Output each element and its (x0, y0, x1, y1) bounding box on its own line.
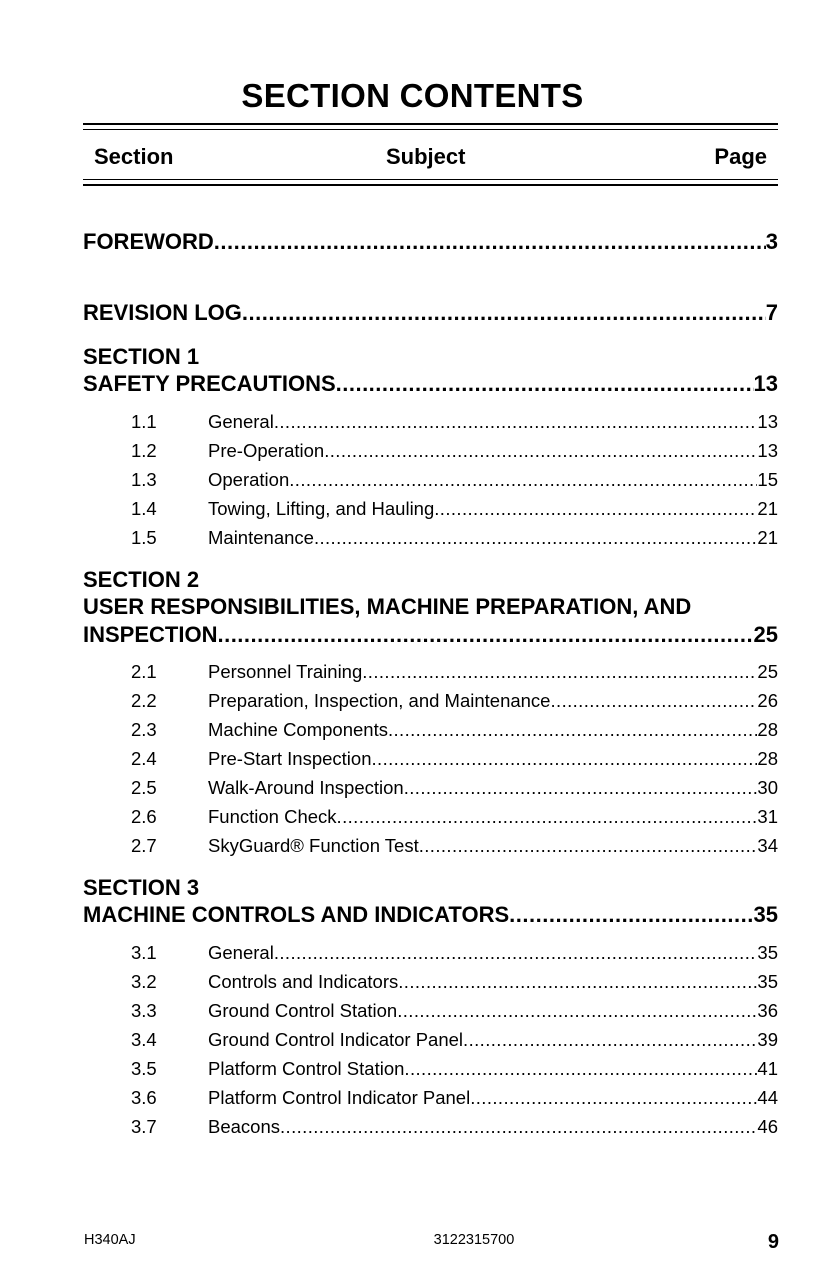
toc-subentry-title: Pre-Operation (208, 440, 325, 461)
toc-subentry-number: 3.6 (131, 1087, 157, 1108)
toc-entry-section-3[interactable] (83, 900, 778, 930)
toc-subentry-3-5[interactable] (131, 1056, 778, 1082)
toc-subentry-page: 13 (757, 440, 778, 461)
column-header-subject: Subject (386, 144, 466, 169)
toc-subentry-number: 3.7 (131, 1116, 157, 1137)
toc-subentry-page: 34 (757, 835, 778, 856)
toc-subentry-number: 1.5 (131, 527, 157, 548)
toc-subentry-page: 46 (757, 1116, 778, 1137)
toc-subentry-3-7[interactable] (131, 1114, 778, 1140)
toc-subentry-number: 3.5 (131, 1058, 157, 1079)
footer-model: H340AJ (84, 1232, 136, 1248)
toc-subentry-page: 30 (757, 777, 778, 798)
toc-subentry-number: 2.3 (131, 719, 157, 740)
toc-entry-title: REVISION LOG (83, 300, 242, 325)
toc-subentry-3-1[interactable] (131, 940, 778, 966)
dot-leader (217, 620, 753, 650)
dot-leader (398, 969, 757, 995)
toc-subentry-page: 28 (757, 719, 778, 740)
toc-subentry-page: 31 (757, 806, 778, 827)
toc-subentry-title: Ground Control Station (208, 1000, 398, 1021)
toc-subentry-number: 2.6 (131, 806, 157, 827)
toc-subentry-title: General (208, 411, 274, 432)
toc-entry-page: 25 (753, 622, 778, 647)
page-title: SECTION CONTENTS (241, 77, 584, 114)
dot-leader (470, 1085, 757, 1111)
dot-leader (388, 717, 757, 743)
dot-leader (274, 409, 758, 435)
toc-subentry-page: 41 (757, 1058, 778, 1079)
dot-leader (214, 227, 766, 257)
toc-subentry-number: 3.2 (131, 971, 157, 992)
toc-subentry-page: 35 (757, 971, 778, 992)
toc-subentry-title: Ground Control Indicator Panel (208, 1029, 464, 1050)
toc-subentry-number: 2.4 (131, 748, 157, 769)
toc-subentry-2-6[interactable] (131, 804, 778, 830)
toc-entry-page: 35 (753, 902, 778, 927)
header-rule-top (83, 123, 778, 130)
dot-leader (362, 659, 757, 685)
toc-subentry-3-4[interactable] (131, 1027, 778, 1053)
toc-entry-section-1[interactable] (83, 369, 778, 399)
dot-leader (419, 833, 758, 859)
dot-leader (509, 900, 753, 930)
dot-leader (550, 688, 757, 714)
footer-part-number: 3122315700 (433, 1232, 515, 1248)
toc-subentry-title: General (208, 942, 274, 963)
section-2-label: SECTION 2 (83, 567, 200, 592)
dot-leader (337, 804, 758, 830)
column-header-section: Section (94, 144, 174, 169)
column-header-page: Page (714, 144, 767, 169)
toc-subentry-page: 13 (757, 411, 778, 432)
dot-leader (242, 298, 766, 328)
toc-entry-page: 7 (765, 300, 778, 325)
toc-subentry-number: 1.2 (131, 440, 157, 461)
toc-subentry-number: 3.4 (131, 1029, 157, 1050)
toc-subentry-number: 1.4 (131, 498, 157, 519)
dot-leader (404, 1056, 757, 1082)
dot-leader (463, 1027, 757, 1053)
section-3-label: SECTION 3 (83, 875, 200, 900)
toc-subentry-1-4[interactable] (131, 496, 778, 522)
toc-subentry-title: Function Check (208, 806, 337, 827)
dot-leader (434, 496, 757, 522)
dot-leader (397, 998, 757, 1024)
toc-subentry-2-5[interactable] (131, 775, 778, 801)
toc-subentry-1-3[interactable] (131, 467, 778, 493)
toc-subentry-title: Controls and Indicators (208, 971, 399, 992)
toc-entry-title: MACHINE CONTROLS AND INDICATORS (83, 902, 510, 927)
toc-subentry-title: Walk-Around Inspection (208, 777, 404, 798)
toc-subentry-title: Platform Control Indicator Panel (208, 1087, 471, 1108)
toc-entry-title: INSPECTION (83, 622, 218, 647)
toc-subentry-page: 36 (757, 1000, 778, 1021)
toc-subentry-page: 26 (757, 690, 778, 711)
toc-subentry-2-1[interactable] (131, 659, 778, 685)
dot-leader (372, 746, 758, 772)
toc-entry-page: 13 (753, 371, 778, 396)
section-2-title-line-1: USER RESPONSIBILITIES, MACHINE PREPARATION, AND (83, 594, 692, 619)
toc-subentry-title: Personnel Training (208, 661, 363, 682)
toc-subentry-1-5[interactable] (131, 525, 778, 551)
toc-subentry-title: Pre-Start Inspection (208, 748, 372, 769)
toc-subentry-number: 1.1 (131, 411, 157, 432)
toc-entry-section-2[interactable] (83, 620, 778, 650)
toc-subentry-title: Machine Components (208, 719, 388, 740)
toc-subentry-page: 25 (757, 661, 778, 682)
toc-subentry-number: 2.7 (131, 835, 157, 856)
toc-subentry-number: 2.5 (131, 777, 157, 798)
toc-subentry-2-7[interactable] (131, 833, 778, 859)
toc-subentry-page: 21 (757, 498, 778, 519)
toc-subentry-title: Maintenance (208, 527, 314, 548)
toc-entry-revision-log[interactable] (83, 298, 778, 328)
dot-leader (404, 775, 758, 801)
toc-subentry-2-3[interactable] (131, 717, 778, 743)
toc-subentry-page: 15 (757, 469, 778, 490)
toc-entry-foreword[interactable] (83, 227, 778, 257)
toc-subentry-title: SkyGuard® Function Test (208, 835, 419, 856)
dot-leader (324, 438, 757, 464)
toc-subentry-2-4[interactable] (131, 746, 778, 772)
toc-subentry-3-2[interactable] (131, 969, 778, 995)
toc-subentry-number: 1.3 (131, 469, 157, 490)
toc-subentry-title: Beacons (208, 1116, 280, 1137)
toc-entry-title: SAFETY PRECAUTIONS (83, 371, 336, 396)
toc-subentry-3-6[interactable] (131, 1085, 778, 1111)
toc-subentry-1-1[interactable] (131, 409, 778, 435)
toc-subentry-title: Towing, Lifting, and Hauling (208, 498, 435, 519)
toc-subentry-page: 28 (757, 748, 778, 769)
toc-subentry-number: 2.2 (131, 690, 157, 711)
toc-subentry-page: 21 (757, 527, 778, 548)
toc-subentry-number: 2.1 (131, 661, 157, 682)
toc-subentry-title: Platform Control Station (208, 1058, 405, 1079)
dot-leader (274, 940, 758, 966)
toc-subentry-number: 3.3 (131, 1000, 157, 1021)
toc-subentry-number: 3.1 (131, 942, 157, 963)
header-rule-bottom (83, 179, 778, 186)
toc-subentry-page: 44 (757, 1087, 778, 1108)
toc-subentry-2-2[interactable] (131, 688, 778, 714)
dot-leader (336, 369, 754, 399)
dot-leader (280, 1114, 757, 1140)
toc-subentry-3-3[interactable] (131, 998, 778, 1024)
dot-leader (314, 525, 757, 551)
footer-page-number: 9 (767, 1231, 779, 1253)
section-1-label: SECTION 1 (83, 344, 200, 369)
toc-subentry-1-2[interactable] (131, 438, 778, 464)
toc-entry-page: 3 (765, 229, 778, 254)
toc-subentry-title: Operation (208, 469, 290, 490)
toc-subentry-page: 35 (757, 942, 778, 963)
toc-subentry-page: 39 (757, 1029, 778, 1050)
dot-leader (289, 467, 757, 493)
toc-entry-title: FOREWORD (83, 229, 214, 254)
toc-subentry-title: Preparation, Inspection, and Maintenance (208, 690, 551, 711)
